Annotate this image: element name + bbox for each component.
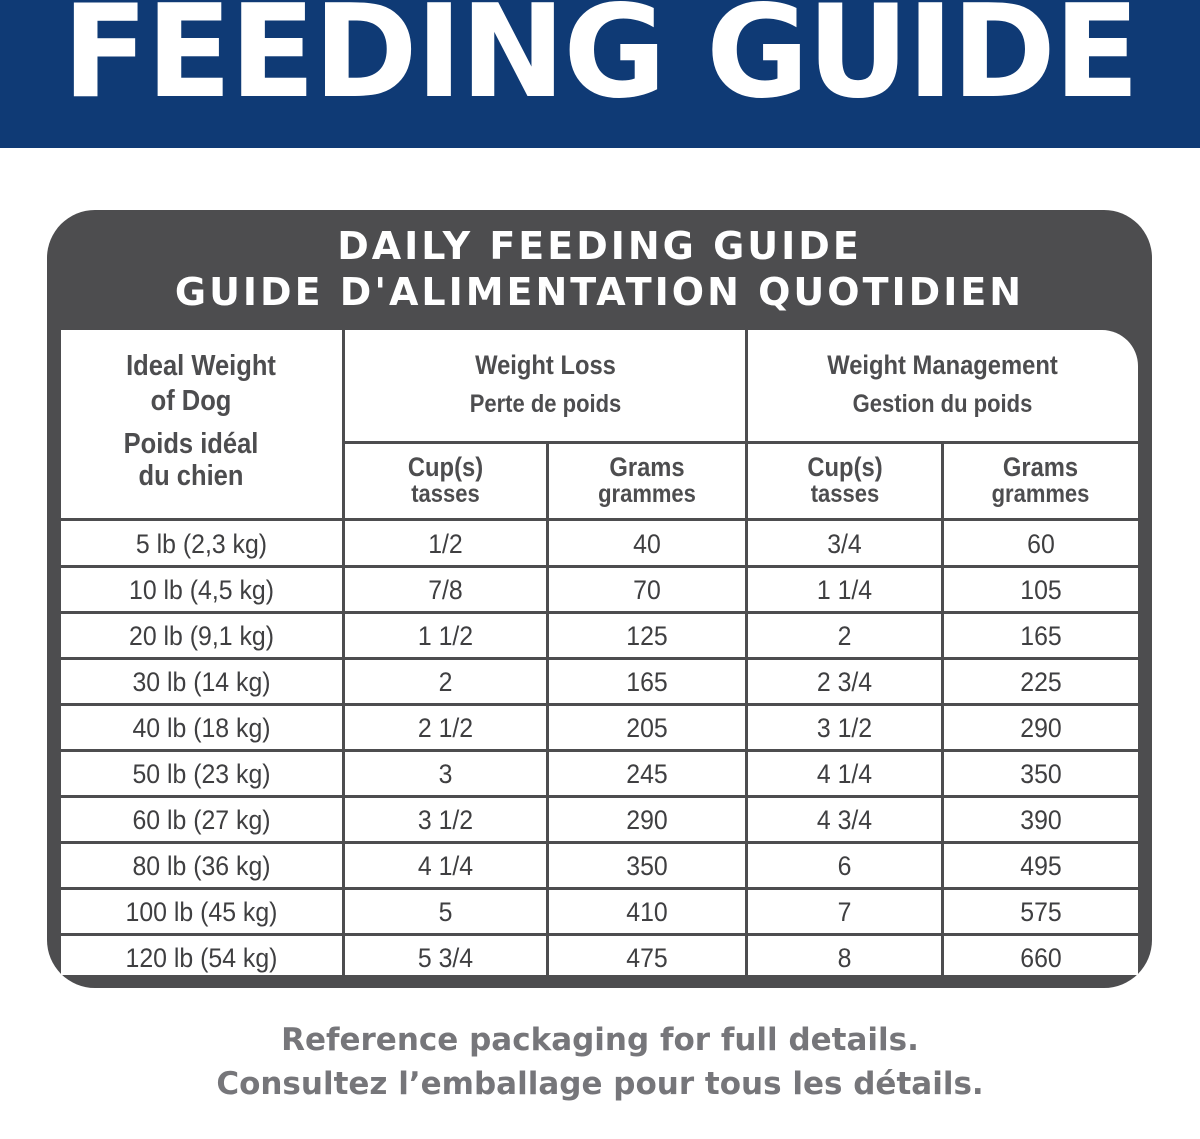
footer-note-fr: Consultez l’emballage pour tous les détails.: [216, 1066, 984, 1102]
mgmt-cups-cell: 2: [837, 621, 852, 651]
weight-management-header-fr: Gestion du poids: [852, 390, 1033, 418]
mgmt-cups-cell: 4 1/4: [816, 759, 873, 789]
loss-grams-cell: 125: [626, 621, 668, 651]
weight-cell: 30 lb (14 kg): [132, 667, 271, 697]
loss-grams-cell: 410: [626, 897, 668, 927]
loss-grams-cell: 40: [633, 529, 661, 559]
loss-cups-cell: 3: [438, 759, 453, 789]
mgmt-cups-cell: 4 3/4: [816, 805, 873, 835]
loss-grams-cell: 165: [626, 667, 668, 697]
table-row: [61, 705, 1138, 751]
weight-loss-header-fr: Perte de poids: [469, 390, 622, 418]
loss-grams-cell: 205: [626, 713, 668, 743]
table-row: [61, 567, 1138, 613]
table-row: [61, 935, 1138, 975]
weight-cell: 10 lb (4,5 kg): [129, 575, 274, 605]
weight-header-en-2: of Dog: [150, 385, 232, 417]
loss-grams-cell: 245: [626, 759, 668, 789]
table-row: [61, 659, 1138, 705]
mgmt-grams-cell: 495: [1020, 851, 1062, 881]
mgmt-cups-cell: 1 1/4: [816, 575, 873, 605]
loss-grams-cell: 290: [626, 805, 668, 835]
table-row: [61, 613, 1138, 659]
loss-grams-cell: 475: [626, 943, 668, 973]
loss-cups-header-fr: tasses: [411, 480, 480, 508]
table-row: [61, 889, 1138, 935]
mgmt-cups-cell: 2 3/4: [816, 667, 873, 697]
weight-loss-header-en: Weight Loss: [475, 350, 616, 380]
weight-management-header-en: Weight Management: [827, 350, 1058, 380]
loss-cups-cell: 3 1/2: [417, 805, 474, 835]
weight-cell: 120 lb (54 kg): [125, 943, 278, 973]
mgmt-grams-cell: 575: [1020, 897, 1062, 927]
mgmt-cups-cell: 3/4: [827, 529, 862, 559]
loss-grams-cell: 350: [626, 851, 668, 881]
mgmt-grams-cell: 290: [1020, 713, 1062, 743]
card-title-fr: GUIDE D'ALIMENTATION QUOTIDIEN: [174, 270, 1025, 314]
loss-cups-cell: 5 3/4: [417, 943, 474, 973]
page-title: FEEDING GUIDE: [62, 0, 1138, 127]
mgmt-grams-cell: 60: [1027, 529, 1055, 559]
weight-cell: 20 lb (9,1 kg): [129, 621, 274, 651]
weight-cell: 40 lb (18 kg): [132, 713, 271, 743]
mgmt-grams-header-en: Grams: [1002, 452, 1079, 482]
footer-note-en: Reference packaging for full details.: [281, 1022, 919, 1058]
mgmt-cups-cell: 8: [837, 943, 852, 973]
card-title-en: DAILY FEEDING GUIDE: [337, 224, 862, 268]
table-row: [61, 751, 1138, 797]
mgmt-grams-cell: 105: [1020, 575, 1062, 605]
weight-cell: 100 lb (45 kg): [125, 897, 278, 927]
mgmt-grams-cell: 165: [1020, 621, 1062, 651]
loss-cups-cell: 1/2: [428, 529, 463, 559]
table-row: [61, 797, 1138, 843]
weight-cell: 5 lb (2,3 kg): [135, 529, 268, 559]
mgmt-cups-cell: 7: [837, 897, 852, 927]
loss-cups-cell: 2 1/2: [417, 713, 474, 743]
mgmt-grams-cell: 225: [1020, 667, 1062, 697]
mgmt-cups-cell: 3 1/2: [816, 713, 873, 743]
weight-cell: 80 lb (36 kg): [132, 851, 271, 881]
mgmt-grams-header-fr: grammes: [991, 480, 1090, 508]
loss-cups-header-en: Cup(s): [407, 452, 484, 482]
loss-cups-cell: 4 1/4: [417, 851, 474, 881]
feeding-table: [61, 330, 1138, 975]
mgmt-cups-header-en: Cup(s): [807, 452, 883, 482]
weight-cell: 50 lb (23 kg): [132, 759, 271, 789]
banner: [0, 0, 1200, 148]
loss-cups-cell: 2: [438, 667, 453, 697]
mgmt-cups-cell: 6: [837, 851, 852, 881]
loss-cups-cell: 1 1/2: [417, 621, 474, 651]
mgmt-cups-header-fr: tasses: [810, 480, 880, 508]
table-row: [61, 843, 1138, 889]
loss-grams-header-en: Grams: [609, 452, 685, 482]
loss-cups-cell: 7/8: [428, 575, 463, 605]
loss-cups-cell: 5: [438, 897, 453, 927]
table-row: [61, 521, 1138, 567]
weight-header-en-1: Ideal Weight: [126, 350, 276, 382]
loss-grams-cell: 70: [633, 575, 661, 605]
mgmt-grams-cell: 390: [1020, 805, 1062, 835]
weight-header-fr-1: Poids idéal: [123, 428, 259, 460]
weight-cell: 60 lb (27 kg): [132, 805, 271, 835]
mgmt-grams-cell: 350: [1020, 759, 1062, 789]
mgmt-grams-cell: 660: [1020, 943, 1062, 973]
loss-grams-header-fr: grammes: [598, 480, 696, 508]
divider-group-header: [344, 441, 1138, 444]
weight-header-fr-2: du chien: [138, 460, 244, 492]
